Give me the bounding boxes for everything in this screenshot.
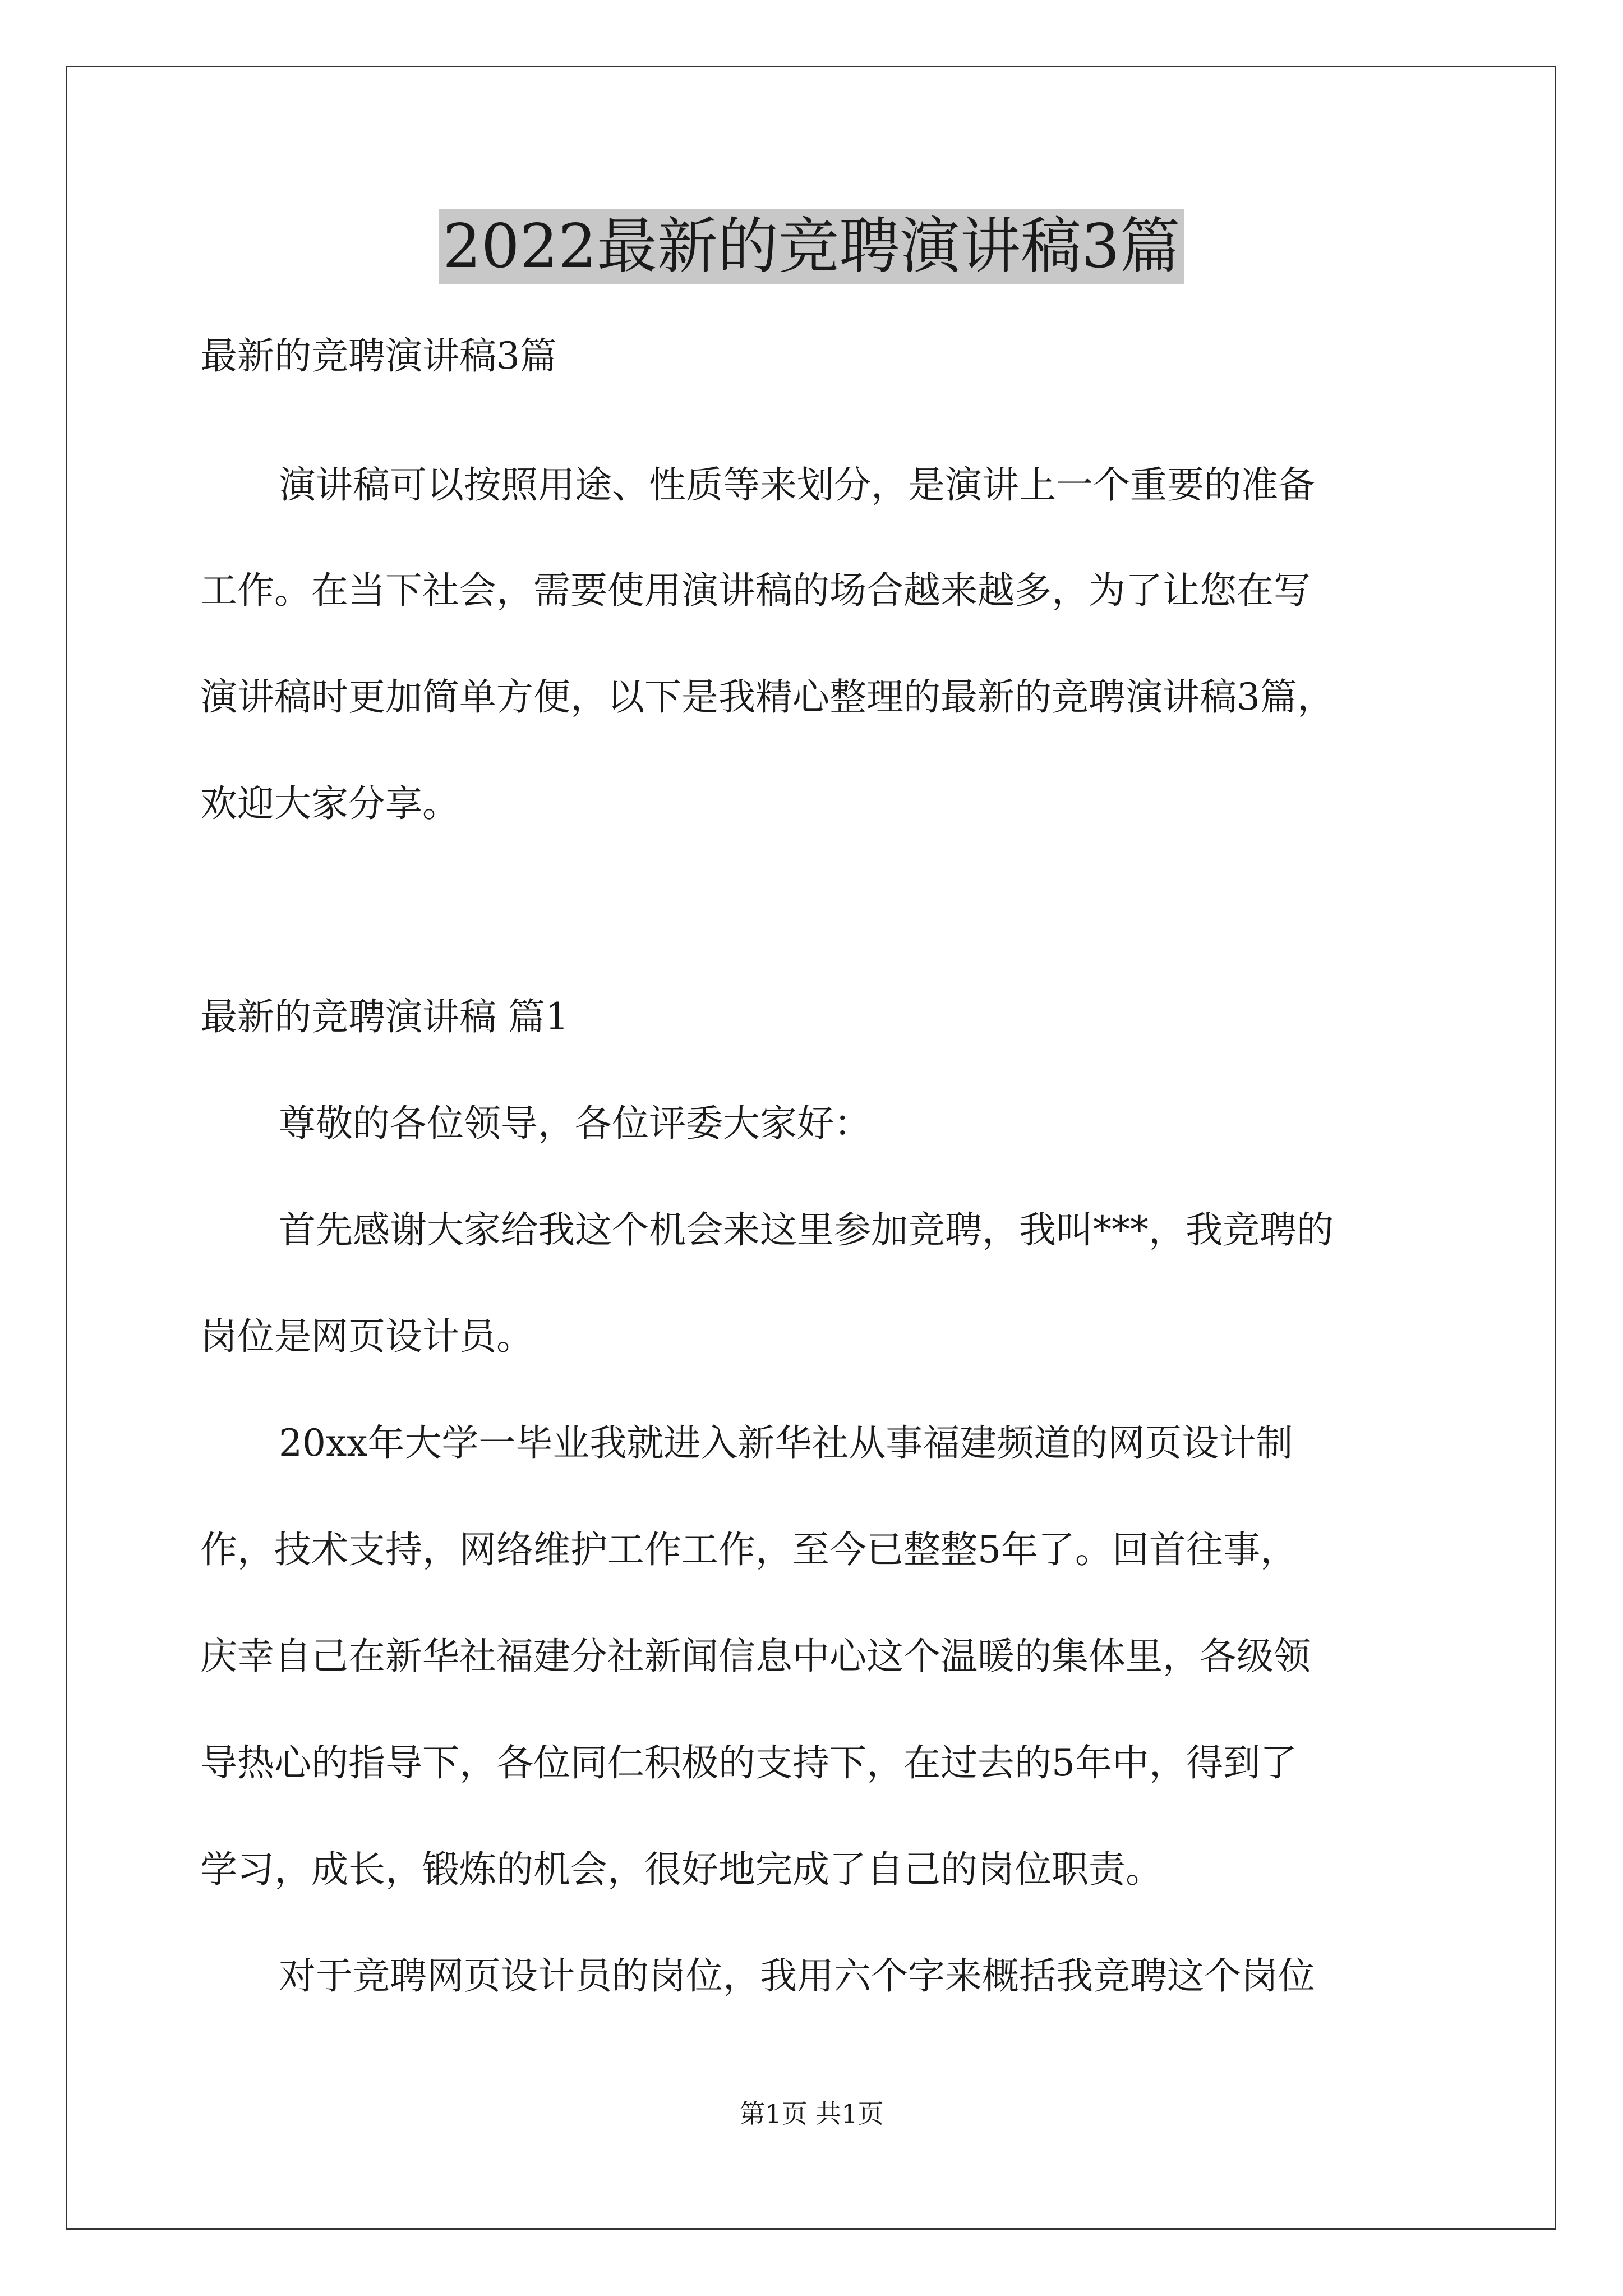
body-line: 对于竞聘网页设计员的岗位，我用六个字来概括我竞聘这个岗位 xyxy=(279,1954,1315,1998)
body-line: 庆幸自己在新华社福建分社新闻信息中心这个温暖的集体里，各级领 xyxy=(200,1635,1311,1678)
document-subtitle: 最新的竞聘演讲稿3篇 xyxy=(200,334,557,378)
body-line: 20xx年大学一毕业我就进入新华社从事福建频道的网页设计制 xyxy=(279,1421,1293,1465)
intro-line: 工作。在当下社会，需要使用演讲稿的场合越来越多，为了让您在写 xyxy=(200,569,1311,612)
body-line: 岗位是网页设计员。 xyxy=(200,1315,533,1358)
body-line: 作，技术支持，网络维护工作工作，至今已整整5年了。回首往事， xyxy=(200,1528,1297,1571)
page-footer: 第1页 共1页 xyxy=(739,2099,884,2129)
intro-line: 欢迎大家分享。 xyxy=(200,782,459,825)
section-heading: 最新的竞聘演讲稿 篇1 xyxy=(200,995,569,1038)
body-line: 导热心的指导下，各位同仁积极的支持下，在过去的5年中，得到了 xyxy=(200,1741,1297,1784)
body-line: 首先感谢大家给我这个机会来这里参加竞聘，我叫***，我竞聘的 xyxy=(279,1208,1334,1251)
intro-line: 演讲稿可以按照用途、性质等来划分，是演讲上一个重要的准备 xyxy=(279,463,1315,507)
body-line: 尊敬的各位领导，各位评委大家好： xyxy=(279,1102,871,1145)
intro-line: 演讲稿时更加简单方便，以下是我精心整理的最新的竞聘演讲稿3篇， xyxy=(200,675,1334,719)
document-title: 2022最新的竞聘演讲稿3篇 xyxy=(0,205,1623,289)
body-line: 学习，成长，锻炼的机会，很好地完成了自己的岗位职责。 xyxy=(200,1848,1163,1891)
